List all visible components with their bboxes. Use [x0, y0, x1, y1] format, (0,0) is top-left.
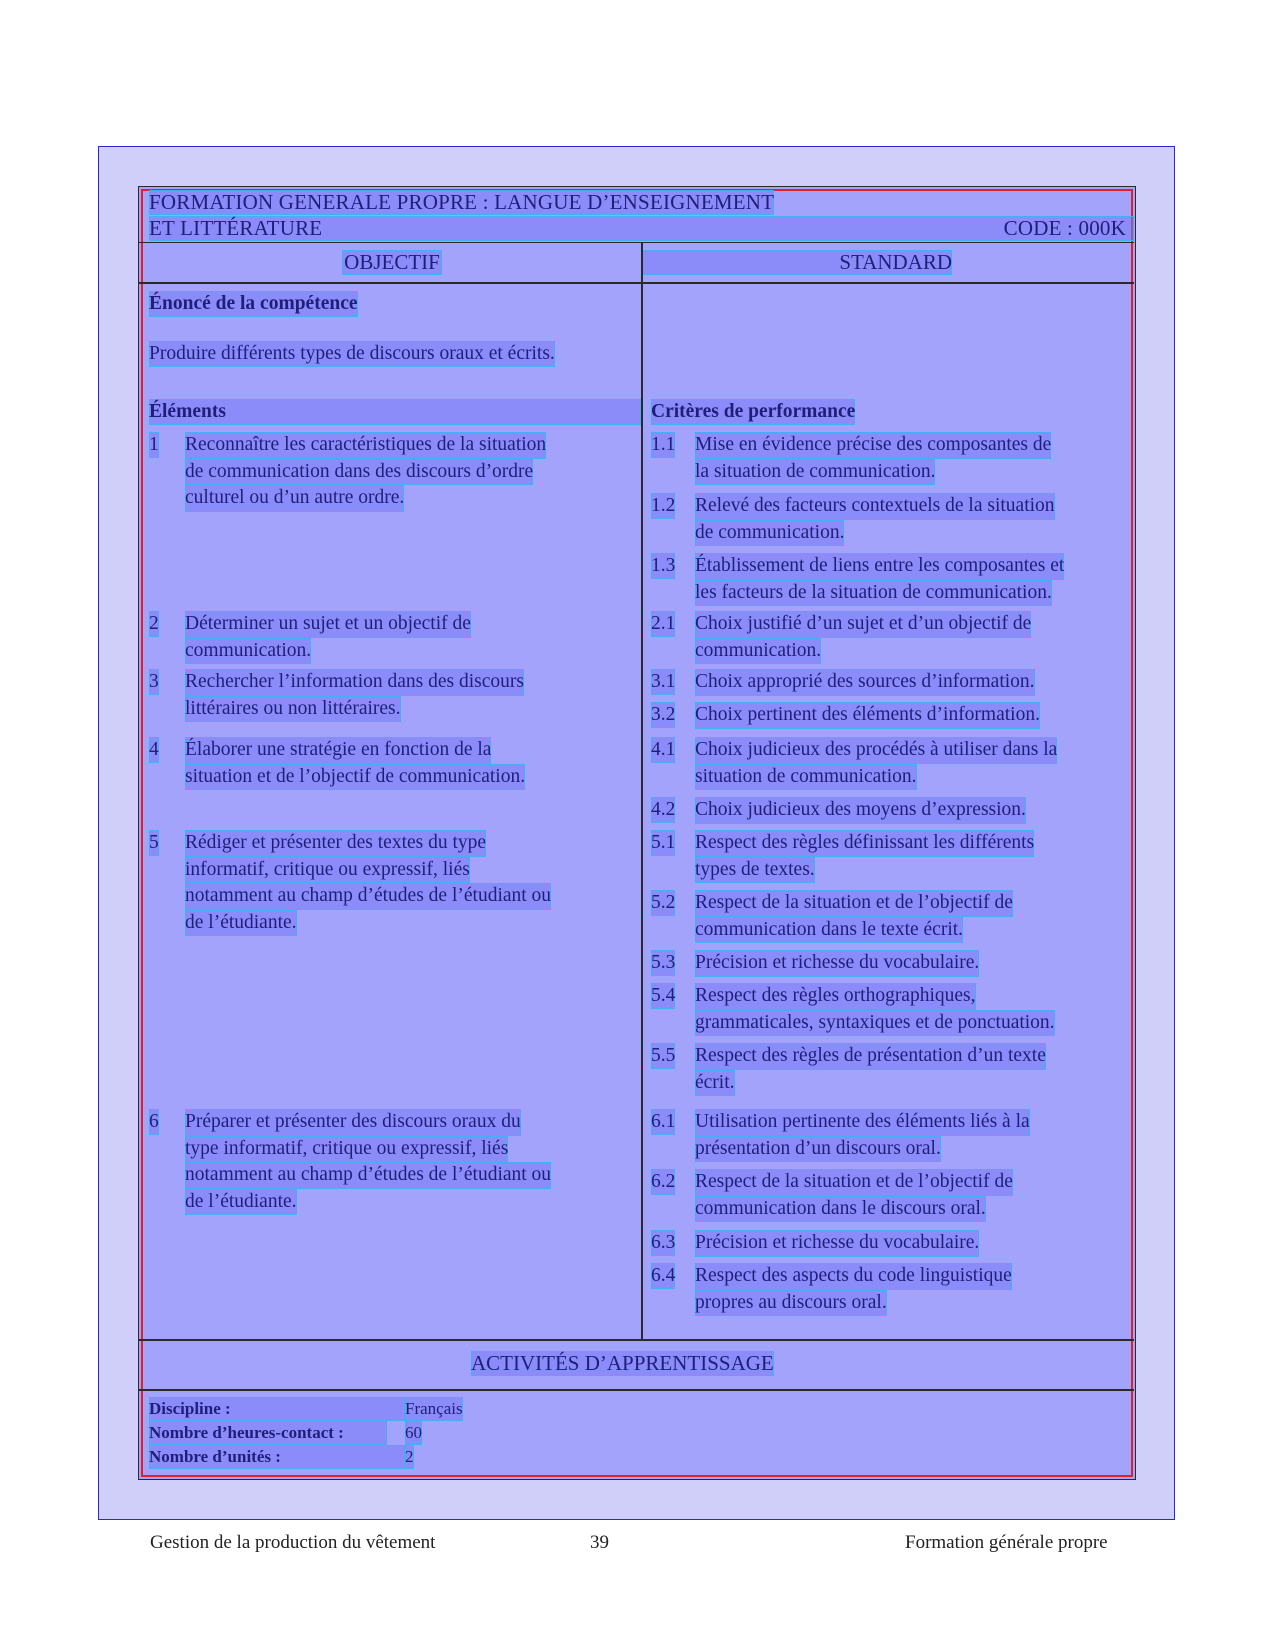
element-number: 2 [149, 611, 159, 637]
criterion-line: Utilisation pertinente des éléments liés à la [695, 1109, 1030, 1136]
competence-statement: Produire différents types de discours oraux et écrits. [149, 341, 555, 367]
element-line: type informatif, critique ou expressif, liés [185, 1136, 508, 1163]
criterion-text [695, 1263, 1012, 1316]
criteria-heading: Critères de performance [651, 399, 855, 425]
criterion-line: les facteurs de la situation de communication. [695, 580, 1052, 607]
activities-bottom-divider [139, 1389, 1134, 1391]
element-line: Rédiger et présenter des textes du type [185, 830, 486, 857]
criterion-text [695, 1043, 1046, 1096]
competency-sheet [138, 186, 1136, 1480]
criterion-number: 5.5 [651, 1043, 675, 1069]
criterion-line: écrit. [695, 1070, 735, 1097]
header-title-text-2: ET LITTÉRATURE [149, 216, 323, 240]
criterion-number: 5.1 [651, 830, 675, 856]
criterion-text [695, 890, 1013, 943]
criterion-line: communication dans le discours oral. [695, 1196, 986, 1223]
criterion-number: 1.2 [651, 493, 675, 519]
criterion-line: Respect des règles de présentation d’un texte [695, 1043, 1046, 1070]
criterion-text [695, 830, 1034, 883]
element-number: 1 [149, 432, 159, 458]
criterion-text [695, 702, 1040, 729]
criterion-line: Relevé des facteurs contextuels de la situation [695, 493, 1055, 520]
page-number: 39 [590, 1532, 609, 1553]
discipline-value: Français [405, 1397, 463, 1421]
element-line: Déterminer un sujet et un objectif de [185, 611, 471, 638]
element-line: Élaborer une stratégie en fonction de la [185, 737, 491, 764]
criterion-number: 1.1 [651, 432, 675, 458]
criterion-line: Respect des règles orthographiques, [695, 983, 976, 1010]
criterion-line: Choix pertinent des éléments d’information. [695, 702, 1040, 729]
header-title-line-2 [149, 216, 1134, 241]
criterion-line: propres au discours oral. [695, 1290, 887, 1317]
element-line: notamment au champ d’études de l’étudiant ou [185, 883, 551, 910]
element-number: 5 [149, 830, 159, 856]
element-line: situation et de l’objectif de communication. [185, 764, 525, 791]
criterion-text [695, 669, 1035, 696]
criterion-text [695, 1230, 979, 1257]
criterion-line: Établissement de liens entre les composantes et [695, 553, 1064, 580]
element-text [185, 830, 551, 936]
element-line: Reconnaître les caractéristiques de la situation [185, 432, 546, 459]
criterion-text [695, 950, 979, 977]
footer-left: Gestion de la production du vêtement [150, 1532, 436, 1553]
element-text [185, 737, 525, 790]
criterion-number: 3.1 [651, 669, 675, 695]
criterion-number: 6.3 [651, 1230, 675, 1256]
element-line: communication. [185, 638, 311, 665]
criterion-number: 6.1 [651, 1109, 675, 1135]
element-text [185, 669, 524, 722]
criterion-line: Choix justifié d’un sujet et d’un objectif de [695, 611, 1031, 638]
criterion-line: Choix judicieux des procédés à utiliser dans la [695, 737, 1057, 764]
activities-heading: ACTIVITÉS D’APPRENTISSAGE [471, 1351, 774, 1375]
criterion-number: 5.2 [651, 890, 675, 916]
element-number: 4 [149, 737, 159, 763]
column-divider [641, 243, 643, 1339]
competence-heading: Énoncé de la compétence [149, 291, 358, 317]
element-number: 6 [149, 1109, 159, 1135]
criterion-text [695, 983, 1055, 1036]
criterion-text [695, 493, 1055, 546]
criterion-number: 2.1 [651, 611, 675, 637]
criterion-line: de communication. [695, 520, 844, 547]
criterion-line: Précision et richesse du vocabulaire. [695, 950, 979, 977]
discipline-label: Discipline : [149, 1397, 405, 1421]
criterion-number: 1.3 [651, 553, 675, 579]
criterion-line: situation de communication. [695, 764, 917, 791]
element-line: Préparer et présenter des discours oraux du [185, 1109, 521, 1136]
criterion-line: Respect de la situation et de l’objectif de [695, 890, 1013, 917]
footer-right: Formation générale propre [905, 1532, 1108, 1553]
criterion-text [695, 797, 1026, 824]
criterion-line: Choix judicieux des moyens d’expression. [695, 797, 1026, 824]
units-value: 2 [405, 1445, 414, 1469]
criterion-text [695, 432, 1051, 485]
element-line: informatif, critique ou expressif, liés [185, 857, 470, 884]
element-line: littéraires ou non littéraires. [185, 696, 401, 723]
criterion-line: Précision et richesse du vocabulaire. [695, 1230, 979, 1257]
element-line: de l’étudiante. [185, 910, 297, 937]
element-line: Rechercher l’information dans des discours [185, 669, 524, 696]
criterion-line: Respect des règles définissant les différents [695, 830, 1034, 857]
criterion-line: Mise en évidence précise des composantes de [695, 432, 1051, 459]
column-head-objectif: OBJECTIF [342, 250, 442, 275]
column-head-divider [139, 282, 1134, 284]
element-line: culturel ou d’un autre ordre. [185, 485, 404, 512]
element-line: de l’étudiante. [185, 1189, 297, 1216]
criterion-line: Respect des aspects du code linguistique [695, 1263, 1012, 1290]
contact-hours-value: 60 [405, 1421, 422, 1445]
criterion-line: Respect de la situation et de l’objectif de [695, 1169, 1013, 1196]
element-number: 3 [149, 669, 159, 695]
element-text [185, 432, 546, 512]
element-text [185, 611, 471, 664]
criterion-number: 4.2 [651, 797, 675, 823]
criterion-line: grammaticales, syntaxiques et de ponctuation. [695, 1010, 1055, 1037]
criterion-line: présentation d’un discours oral. [695, 1136, 941, 1163]
criterion-line: Choix approprié des sources d’information. [695, 669, 1035, 696]
criterion-text [695, 611, 1031, 664]
contact-hours-label: Nombre d’heures-contact : [149, 1421, 387, 1445]
criterion-text [695, 1109, 1030, 1162]
criterion-number: 5.4 [651, 983, 675, 1009]
activities-top-divider [139, 1339, 1134, 1341]
sheet-header [139, 187, 1134, 243]
criterion-number: 5.3 [651, 950, 675, 976]
units-label: Nombre d’unités : [149, 1445, 405, 1469]
element-line: notamment au champ d’études de l’étudiant ou [185, 1162, 551, 1189]
criterion-number: 6.4 [651, 1263, 675, 1289]
criterion-line: communication dans le texte écrit. [695, 917, 963, 944]
criterion-text [695, 553, 1064, 606]
column-head-standard: STANDARD [642, 250, 952, 275]
criterion-number: 3.2 [651, 702, 675, 728]
element-line: de communication dans des discours d’ordre [185, 459, 533, 486]
elements-heading: Éléments [149, 399, 641, 425]
criterion-text [695, 737, 1057, 790]
criterion-line: la situation de communication. [695, 459, 935, 486]
header-title-line-1: FORMATION GENERALE PROPRE : LANGUE D’ENSEIGNEMENT [149, 190, 775, 214]
criterion-line: communication. [695, 638, 821, 665]
criterion-text [695, 1169, 1013, 1222]
criterion-number: 4.1 [651, 737, 675, 763]
criterion-line: types de textes. [695, 857, 815, 884]
course-code: CODE : 000K [1003, 216, 1126, 240]
criterion-number: 6.2 [651, 1169, 675, 1195]
element-text [185, 1109, 551, 1215]
